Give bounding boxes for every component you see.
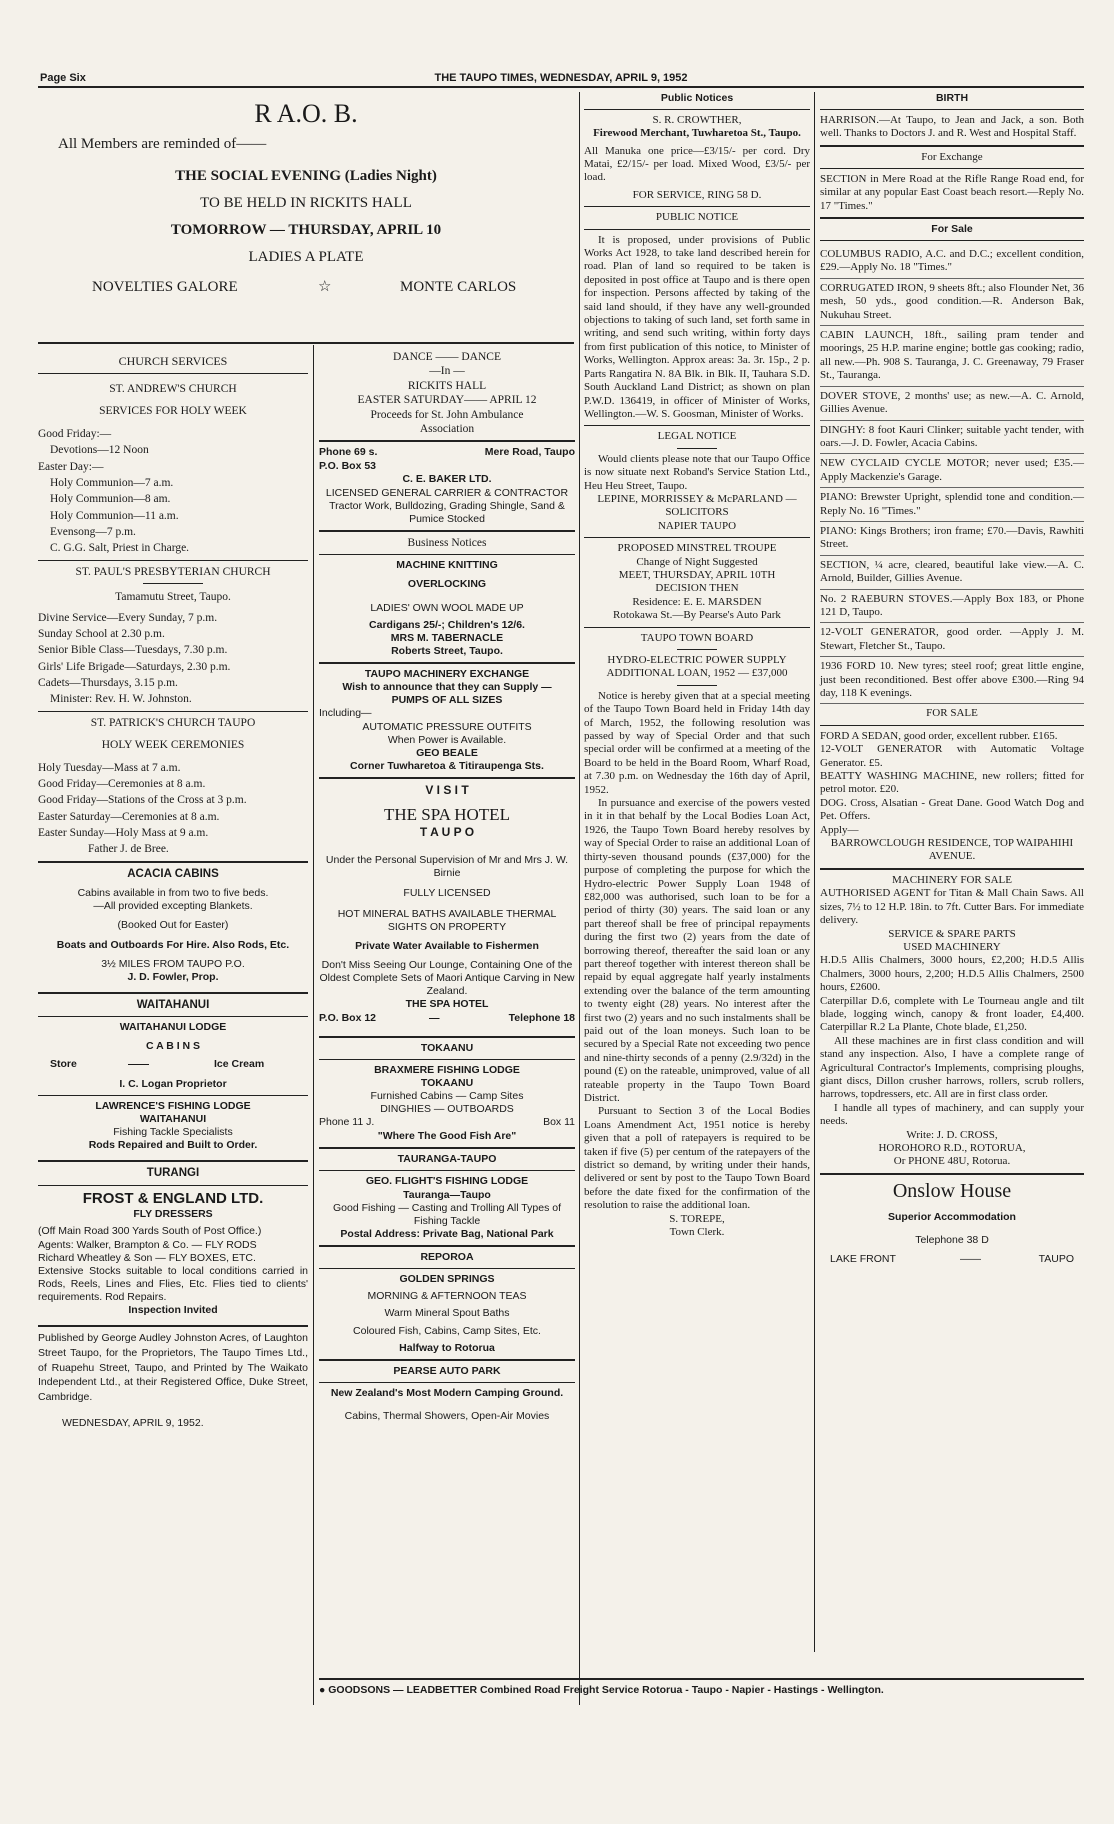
sale-line: 12-VOLT GENERATOR with Automatic Voltage Generator. £5. xyxy=(820,743,1084,769)
golden-springs-name: GOLDEN SPRINGS xyxy=(399,1273,495,1286)
acacia-ad xyxy=(38,867,308,984)
town-board-para: Notice is hereby given that at a special meeting of the Taupo Town Board held in Friday 14th day of March, 1952, the following resolution was passed by way of Special Order and that such special order will be confirmed at a meeting of the Board to be held in the Board Room, Wharf Road, at 7.30 p.m. on Wednesday the 16th day of April, 1952. xyxy=(584,689,810,796)
knit-mrs: MRS M. TABERNACLE xyxy=(390,631,504,644)
classified-item: PIANO: Kings Brothers; iron frame; £70.—Davis, Rawhiti Street. xyxy=(820,522,1084,556)
raob-ad xyxy=(38,94,574,298)
page-number: Page Six xyxy=(40,72,86,84)
acacia-line: (Booked Out for Easter) xyxy=(117,919,229,932)
waitahanui-store: Store xyxy=(50,1057,77,1070)
classified-item: DOVER STOVE, 2 months' use; as new.—A. C. Arnold, Gillies Avenue. xyxy=(820,387,1084,421)
stpatrick-sub: HOLY WEEK CEREMONIES xyxy=(101,739,245,752)
pearse-line: New Zealand's Most Modern Camping Ground. xyxy=(330,1386,564,1399)
machsale-line: H.D.5 Allis Chalmers, 3000 hours, £2,200; H.D.5 Allis Chalmers, 3000 hours, 2,200; H.D.5 Allis Chalmers, 2500 hours, £2600. xyxy=(820,954,1084,994)
lawrence-title: LAWRENCE'S FISHING LODGE xyxy=(95,1099,251,1112)
birth-header: BIRTH xyxy=(935,92,969,104)
dance-line: —In — xyxy=(429,365,465,378)
pearse-header: PEARSE AUTO PARK xyxy=(393,1364,501,1377)
column-4 xyxy=(820,92,1084,1269)
raob-title: R A.O. B. xyxy=(254,99,358,128)
knit-over: OVERLOCKING xyxy=(407,578,487,591)
machsale-line: SERVICE & SPARE PARTS xyxy=(888,927,1016,940)
town-board-clerk: Town Clerk. xyxy=(669,1226,725,1239)
onslow-sub: Superior Accommodation xyxy=(888,1211,1016,1224)
frost-inspection: Inspection Invited xyxy=(128,1304,218,1317)
mx-line: Wish to announce that they can Supply — xyxy=(342,681,552,694)
raob-monte: MONTE CARLOS xyxy=(400,279,517,296)
baker-line: LICENSED GENERAL CARRIER & CONTRACTOR xyxy=(325,486,569,499)
crowther-name: S. R. CROWTHER, xyxy=(652,113,742,126)
acacia-line: J. D. Fowler, Prop. xyxy=(127,970,219,983)
acacia-line: Cabins available in from two to five beds. xyxy=(77,887,269,900)
flight-name: GEO. FLIGHT'S FISHING LODGE xyxy=(365,1175,529,1188)
minstrel-line: Change of Night Suggested xyxy=(636,555,758,568)
golden-line: Halfway to Rotorua xyxy=(399,1341,495,1354)
baker-box: P.O. Box 53 xyxy=(319,460,377,473)
legal-lepine: LEPINE, MORRISSEY & McPARLAND — SOLICITORS xyxy=(597,492,797,519)
onslow-left: LAKE FRONT xyxy=(830,1252,896,1265)
raob-reminder: All Members are reminded of—— xyxy=(58,135,267,152)
public-notice-text: It is proposed, under provisions of Public Works Act 1928, to take land described herein for road. Plan of land so required to be taken is deposited in post office at Taupo and is there open for inspection. Persons affected by taking of the said land should, if they have any well-grounded objections to taking of such land, set forth same in writing, and send such writing, within forty days from first publication of this notice, to Minister of Works, Wellington. Approx areas: 3a. 3r. 15p., 2 p. Parts Rangatira N. 8A Blk. in Blk. II, Tauhara S.D. South Auckland Land District; as shown on plan P.W.D. 136419, in officer of Minister of Works, Wellington.—W. S. Goosman, Minister of Works. xyxy=(584,233,810,420)
knitting-ad xyxy=(319,559,575,658)
spa-tel: Telephone 18 xyxy=(508,1011,575,1024)
column-1 xyxy=(38,350,308,1430)
frost-line: Richard Wheatley & Son — FLY BOXES, ETC. xyxy=(38,1251,256,1264)
church-header: CHURCH SERVICES xyxy=(118,354,228,368)
stpaul-line: Minister: Rev. H. W. Johnston. xyxy=(50,693,192,706)
onslow-right: TAUPO xyxy=(1038,1252,1074,1265)
mx-line: Including— xyxy=(319,707,372,720)
raob-line4: LADIES A PLATE xyxy=(248,248,364,265)
waitahanui-header: WAITAHANUI xyxy=(136,998,210,1011)
braxmere-name: BRAXMERE FISHING LODGE xyxy=(374,1063,520,1076)
column-2 xyxy=(319,350,575,1423)
crowther-prices: All Manuka one price—£3/15/- per cord. Dry Matai, £2/15/- per load. Mixed Wood, £3/5/- per load. xyxy=(584,144,810,184)
frost-line: (Off Main Road 300 Yards South of Post Office.) xyxy=(38,1225,262,1238)
knit-roberts: Roberts Street, Taupo. xyxy=(391,644,503,657)
minstrel-line: DECISION THEN xyxy=(655,582,739,595)
waitahanui-lodge: WAITAHANUI LODGE xyxy=(119,1021,227,1034)
standrew-line: Devotions—12 Noon xyxy=(50,444,149,457)
classified-item: NEW CYCLAID CYCLE MOTOR; never used; £35.—Apply Mackenzie's Garage. xyxy=(820,454,1084,488)
pearse-section xyxy=(319,1365,575,1423)
acacia-line: Boats and Outboards For Hire. Also Rods, Etc. xyxy=(56,938,290,951)
standrew-line: C. G.G. Salt, Priest in Charge. xyxy=(50,542,190,555)
stpatrick-line: Father J. de Bree. xyxy=(88,843,169,856)
baker-ad xyxy=(319,446,575,526)
spa-line: FULLY LICENSED xyxy=(403,886,491,899)
knit-cardi: Cardigans 25/-; Children's 12/6. xyxy=(369,618,525,631)
town-board-para: In pursuance and exercise of the powers vested in it in that behalf by the Local Bodies Loan Act, 1926, the Taupo Town Board hereby resolves by way of Special Order to raise an additional Loan of thirty-seven thousand pounds (£37,000) for the purpose of completing the purpose for which the Hydro-electric Power Supply Loan 1948 of £82,000 was authorised, such loan to be for a period of thirty (30) years. The said loan or any part thereof shall be free of principal repayments during the first two (2) years from the date of borrowing thereof, thereafter the said loan or any part thereof together with interest thereon shall be repaid by equal aggregate half yearly instalments extending over the balance of the term amounting to twenty eight (28) years. No interest after the first two (2) years and no such instalments shall be paid out of the loan moneys. Such loan to be secured by a Special Rate not exceeding two pence and nine-thirty seconds of a penny (2.9/32d) in the pound (£) on the rateable, unimproved, value of all rateable property in the Taupo Town Board District. xyxy=(584,797,810,1105)
golden-line: Coloured Fish, Cabins, Camp Sites, Etc. xyxy=(353,1324,541,1337)
acacia-line: 3½ MILES FROM TAUPO P.O. xyxy=(101,957,245,970)
imprint-date: WEDNESDAY, APRIL 9, 1952. xyxy=(62,1416,204,1429)
knit-wool: LADIES' OWN WOOL MADE UP xyxy=(370,601,524,614)
raob-line1: THE SOCIAL EVENING (Ladies Night) xyxy=(175,168,437,185)
mx-line: When Power is Available. xyxy=(387,733,507,746)
stpatrick-line: Easter Saturday—Ceremonies at 8 a.m. xyxy=(38,810,220,823)
flight-sub: Tauranga—Taupo xyxy=(403,1188,491,1201)
spa-hotel-ad xyxy=(319,783,575,1026)
frost-line: Extensive Stocks suitable to local conditions carried in Rods, Reels, Lines and Flies, Etc. Flies tied to clients' requirements. Rod Repairs. xyxy=(38,1264,308,1303)
mx-line: AUTOMATIC PRESSURE OUTFITS xyxy=(362,720,532,733)
sale-line: DOG. Cross, Alsatian - Great Dane. Good Watch Dog and Pet. Offers. xyxy=(820,796,1084,823)
forsale-header: For Sale xyxy=(931,223,973,236)
tokaanu-section xyxy=(319,1042,575,1144)
classified-item: DINGHY: 8 foot Kauri Clinker; suitable yacht tender, with oars.—J. D. Fowler, Acacia Cabins. xyxy=(820,421,1084,455)
spa-line: Under the Personal Supervision of Mr and Mrs J. W. Birnie xyxy=(325,854,569,880)
imprint-text: Published by George Audley Johnston Acres, of Laughton Street Taupo, for the Proprietors, The Taupo Times Ltd., of Ruapehu Street, Taupo, and Printed by The Waikato Independent Ltd., at their Registered Office, Duke Street, Cambridge. xyxy=(38,1332,308,1403)
public-notice-title: PUBLIC NOTICE xyxy=(655,211,739,224)
tokaanu-header: TOKAANU xyxy=(420,1041,474,1054)
raob-line2: TO BE HELD IN RICKITS HALL xyxy=(200,195,412,211)
legal-napier: NAPIER TAUPO xyxy=(657,519,737,532)
stpaul-line: Divine Service—Every Sunday, 7 p.m. xyxy=(38,611,218,624)
standrew-line: Holy Communion—7 a.m. xyxy=(50,476,174,489)
classified-item: 12-VOLT GENERATOR, good order. —Apply J. M. Stewart, Fletcher St., Taupo. xyxy=(820,623,1084,657)
braxmere-town: TOKAANU xyxy=(420,1076,474,1089)
raob-novelties: NOVELTIES GALORE xyxy=(92,279,238,296)
reporoa-section xyxy=(319,1251,575,1355)
sale-line: Apply— xyxy=(820,823,859,836)
business-header: Business Notices xyxy=(407,536,487,549)
turangi-section xyxy=(38,1166,308,1317)
machsale-line: Caterpillar D.6, complete with Le Tourneau angle and tilt blade, logging winch, canopy & front loader, £4,400. Caterpillar R.2 La Plante, Chote blade, £1,250. xyxy=(820,994,1084,1034)
frost-title: FROST & ENGLAND LTD. xyxy=(82,1189,264,1207)
dance-line: RICKITS HALL xyxy=(407,379,487,392)
baker-line: Tractor Work, Bulldozing, Grading Shingle, Sand & Pumice Stocked xyxy=(329,499,565,525)
standrew-line: Evensong—7 p.m. xyxy=(50,526,136,538)
forsale2-header: FOR SALE xyxy=(926,707,978,720)
flight-line: Good Fishing — Casting and Trolling All Types of Fishing Tackle xyxy=(332,1201,561,1227)
machsale-line: All these machines are in first class condition and will stand any inspection. Also, I have a complete range of Agricultural Contractor's Implements, comprising ploughs, giant discs, Dillon crusher harrows, rollers, scrub rollers, harrows, topdressers, etc. All are in first class order. xyxy=(820,1034,1084,1101)
birth-text: HARRISON.—At Taupo, to Jean and Jack, a son. Both well. Thanks to Doctors J. and R. West and Hospital Staff. xyxy=(820,113,1084,140)
stpatrick-title: ST. PATRICK'S CHURCH TAUPO xyxy=(90,716,256,729)
footer-text: GOODSONS — LEADBETTER Combined Road Freight Service Rotorua - Taupo - Napier - Hastings - Wellington. xyxy=(328,1684,884,1696)
spa-line: HOT MINERAL BATHS AVAILABLE THERMAL SIGHTS ON PROPERTY xyxy=(337,907,557,933)
mx-line: PUMPS OF ALL SIZES xyxy=(391,694,503,707)
frost-line: Agents: Walker, Brampton & Co. — FLY RODS xyxy=(38,1238,257,1251)
stpaul-title: ST. PAUL'S PRESBYTERIAN CHURCH xyxy=(75,565,271,578)
waitahanui-prop: I. C. Logan Proprietor xyxy=(119,1077,227,1090)
machsale-line: Or PHONE 48U, Rotorua. xyxy=(893,1155,1011,1168)
sale-line: BARROWCLOUGH RESIDENCE, TOP WAIPAHIHI AVENUE. xyxy=(830,837,1074,863)
onslow-tel: Telephone 38 D xyxy=(915,1234,989,1246)
knit-title: MACHINE KNITTING xyxy=(396,559,498,572)
onslow-dash: —— xyxy=(960,1252,981,1265)
machsale-line: USED MACHINERY xyxy=(903,940,1001,953)
spa-town: T A U P O xyxy=(419,825,475,840)
star-icon: ☆ xyxy=(318,279,332,296)
standrew-line: Holy Communion—11 a.m. xyxy=(50,509,179,522)
waitahanui-section xyxy=(38,998,308,1152)
lawrence-rods: Rods Repaired and Built to Order. xyxy=(88,1139,258,1151)
machsale-line: HOROHORO R.D., ROTORUA, xyxy=(878,1142,1026,1154)
town-board-loan: HYDRO-ELECTRIC POWER SUPPLY ADDITIONAL LOAN, 1952 — £37,000 xyxy=(606,654,788,680)
acacia-title: ACACIA CABINS xyxy=(127,867,219,880)
lawrence-title2: WAITAHANUI xyxy=(139,1112,207,1125)
spa-box: P.O. Box 12 xyxy=(319,1011,377,1024)
minstrel-title: PROPOSED MINSTREL TROUPE xyxy=(617,542,777,555)
classified-item: CABIN LAUNCH, 18ft., sailing pram tender and moorings, 25 H.P. marine engine; bottle gas cooking; radio, all new.—Ph. 908 S. Tauranga, J. C. Greenaway, 79 Fraser St., Tauranga. xyxy=(820,326,1084,387)
waitahanui-sep: —— xyxy=(128,1057,149,1070)
stpatrick-line: Holy Tuesday—Mass at 7 a.m. xyxy=(38,761,181,774)
standrew-line: Holy Communion—8 am. xyxy=(50,493,171,506)
spa-line: Don't Miss Seeing Our Lounge, Containing One of the Oldest Complete Sets of Maori Antique Carving in New Zealand. xyxy=(319,959,575,998)
acacia-line: —All provided excepting Blankets. xyxy=(93,900,253,913)
stpaul-sub: Tamamutu Street, Taupo. xyxy=(115,591,231,604)
sale-line: FORD A SEDAN, good order, excellent rubber. £165. xyxy=(820,729,1058,742)
newspaper-page xyxy=(38,70,1084,1720)
dance-line: DANCE —— DANCE xyxy=(393,351,501,363)
classified-item: CORRUGATED IRON, 9 sheets 8ft.; also Flounder Net, 36 mesh, 50 yds., good condition.—R. Anderson Bak, Nukuhau Street. xyxy=(820,279,1084,326)
minstrel-line: Residence: E. E. MARSDEN xyxy=(632,595,762,608)
standrew-line: Good Friday:— xyxy=(38,427,112,440)
public-notices-header: Public Notices xyxy=(660,92,734,104)
town-board-title: TAUPO TOWN BOARD xyxy=(640,631,754,644)
braxmere-box: Box 11 xyxy=(543,1116,575,1129)
spa-visit: V I S I T xyxy=(425,783,469,797)
spa-name: THE SPA HOTEL xyxy=(384,805,510,824)
flight-line: Postal Address: Private Bag, National Park xyxy=(340,1227,554,1240)
raob-line3: TOMORROW — THURSDAY, APRIL 10 xyxy=(170,221,442,238)
baker-road: Mere Road, Taupo xyxy=(484,446,575,459)
minstrel-line: Rotokawa St.—By Pearse's Auto Park xyxy=(613,609,781,622)
stpaul-line: Girls' Life Brigade—Saturdays, 2.30 p.m. xyxy=(38,660,231,673)
standrew-line: Easter Day:— xyxy=(38,460,104,473)
minstrel-line: MEET, THURSDAY, APRIL 10TH xyxy=(618,568,776,581)
lawrence-tackle: Fishing Tackle Specialists xyxy=(113,1125,233,1138)
spa-line: THE SPA HOTEL xyxy=(405,998,489,1011)
waitahanui-icecream: Ice Cream xyxy=(214,1057,265,1070)
golden-line: MORNING & AFTERNOON TEAS xyxy=(367,1290,527,1303)
machsale-line: AUTHORISED AGENT for Titan & Mall Chain Saws. All sizes, 7½ to 12 H.P. 18in. to 7ft. Cutter Bars. For immediate delivery. xyxy=(820,887,1084,927)
mx-line: Corner Tuwharetoa & Titiraupenga Sts. xyxy=(350,759,544,772)
town-board-para: Pursuant to Section 3 of the Local Bodies Loans Amendment Act, 1951 notice is hereby given that a poll of ratepayers is required to be taken if five (5) per centum of the ratepayers of the district so demand, by writing under their hands, delivered or sent by post to the Taupo Town Board before the date fixed for the confirmation of the resolution to raise the additional loan. xyxy=(584,1105,810,1212)
classified-item: No. 2 RAEBURN STOVES.—Apply Box 183, or Phone 121 D, Taupo. xyxy=(820,590,1084,624)
sale-line: BEATTY WASHING MACHINE, new rollers; fitted for petrol motor. £20. xyxy=(820,770,1084,796)
dance-line: EASTER SATURDAY—— APRIL 12 xyxy=(357,394,537,407)
classified-item: 1936 FORD 10. New tyres; steel roof; great little engine, just been reconditioned. Best offer above £300.—Ring 94 day, 118 K evenings. xyxy=(820,657,1084,704)
standrew-title: ST. ANDREW'S CHURCH xyxy=(109,383,237,395)
golden-line: Warm Mineral Spout Baths xyxy=(384,1307,510,1320)
stpatrick-line: Easter Sunday—Holy Mass at 9 a.m. xyxy=(38,827,209,839)
mx-line: GEO BEALE xyxy=(416,746,478,759)
dance-line: Proceeds for St. John Ambulance Association xyxy=(370,408,524,435)
reporoa-header: REPOROA xyxy=(420,1251,474,1263)
machsale-line: I handle all types of machinery, and can supply your needs. xyxy=(820,1101,1084,1128)
footer-bar xyxy=(319,1678,1084,1696)
braxmere-line: DINGHIES — OUTBOARDS xyxy=(380,1103,514,1115)
braxmere-phone: Phone 11 J. xyxy=(319,1116,375,1129)
turangi-header: TURANGI xyxy=(146,1167,200,1180)
stpatrick-line: Good Friday—Stations of the Cross at 3 p.m. xyxy=(38,794,247,807)
baker-name: C. E. BAKER LTD. xyxy=(402,473,492,486)
exchange-text: SECTION in Mere Road at the Rifle Range Road end, for similar at any popular East Coast beach resort.—Reply No. 17 "Times." xyxy=(820,173,1084,212)
onslow-ad xyxy=(820,1179,1084,1269)
waitahanui-cabins: C A B I N S xyxy=(145,1040,201,1053)
classified-item: PIANO: Brewster Upright, splendid tone and condition.—Reply No. 16 "Times." xyxy=(820,488,1084,522)
town-board-sign: S. TOREPE, xyxy=(669,1212,725,1225)
onslow-title: Onslow House xyxy=(892,1179,1012,1202)
bullet-icon: ● xyxy=(319,1684,326,1696)
crowther-addr: Firewood Merchant, Tuwharetoa St., Taupo. xyxy=(593,127,801,140)
classified-item: SECTION, ¼ acre, cleared, beautiful lake view.—A. C. Arnold, Builder, Gillies Avenue. xyxy=(820,556,1084,590)
stpatrick-line: Good Friday—Ceremonies at 8 a.m. xyxy=(38,777,206,790)
classified-item: COLUMBUS RADIO, A.C. and D.C.; excellent condition, £29.—Apply No. 18 "Times." xyxy=(820,245,1084,279)
braxmere-motto: "Where The Good Fish Are" xyxy=(377,1130,517,1143)
column-3 xyxy=(584,92,810,1239)
legal-notice-title: LEGAL NOTICE xyxy=(657,430,737,443)
stpaul-line: Sunday School at 2.30 p.m. xyxy=(38,627,165,640)
crowther-ring: FOR SERVICE, RING 58 D. xyxy=(632,188,762,201)
legal-notice-text: Would clients please note that our Taupo Office is now situate next Roband's Service Station Ltd., Heu Heu Street, Taupo. xyxy=(584,452,810,492)
mx-title: TAUPO MACHINERY EXCHANGE xyxy=(364,668,530,680)
stpaul-line: Cadets—Thursdays, 3.15 p.m. xyxy=(38,677,178,689)
pearse-line: Cabins, Thermal Showers, Open-Air Movies xyxy=(344,1410,550,1422)
masthead-title: THE TAUPO TIMES, WEDNESDAY, APRIL 9, 1952 xyxy=(434,72,688,84)
braxmere-line: Furnished Cabins — Camp Sites xyxy=(370,1089,524,1102)
stpaul-line: Senior Bible Class—Tuesdays, 7.30 p.m. xyxy=(38,644,228,657)
machsale-line: Write: J. D. CROSS, xyxy=(906,1128,998,1141)
frost-fly: FLY DRESSERS xyxy=(133,1208,213,1221)
tauranga-header: TAURANGA-TAUPO xyxy=(397,1153,497,1166)
exchange-header: For Exchange xyxy=(921,150,983,163)
spa-line: Private Water Available to Fishermen xyxy=(355,939,539,952)
masthead xyxy=(38,70,1084,88)
spa-dash: — xyxy=(429,1011,440,1024)
machinery-sale-header: MACHINERY FOR SALE xyxy=(892,873,1012,886)
baker-phone: Phone 69 s. xyxy=(319,446,378,459)
standrew-sub: SERVICES FOR HOLY WEEK xyxy=(99,405,247,418)
tauranga-section xyxy=(319,1153,575,1241)
machinery-exchange-ad xyxy=(319,668,575,773)
